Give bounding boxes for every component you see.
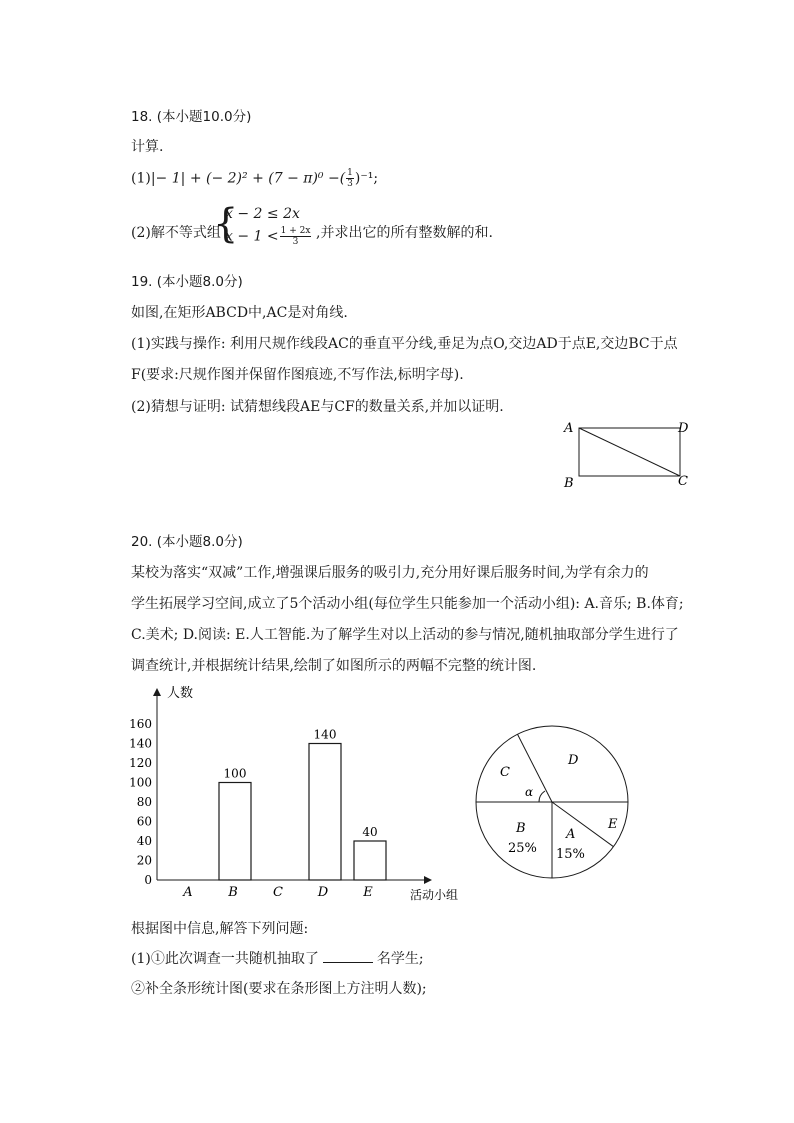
q18-system-row2-lhs: x − 1 < <box>225 228 279 245</box>
q19-part1-line2: F(要求:尺规作图并保留作图痕迹,不写作法,标明字母). <box>131 367 464 383</box>
label-c: C <box>678 474 688 489</box>
y-tick-label: 80 <box>136 795 152 809</box>
bar-data-label-b: 100 <box>223 766 247 781</box>
category-label-group <box>182 885 373 900</box>
q18-intro: 计算. <box>131 139 164 155</box>
q18-system-row2-fraction <box>280 226 312 247</box>
label-b: B <box>564 476 574 491</box>
bar-data-label-d: 140 <box>313 727 337 742</box>
angle-alpha-label: α <box>525 785 534 799</box>
pie-chart <box>470 720 640 890</box>
q18-part1-label: (1) <box>131 170 151 187</box>
q18-part1-fraction <box>346 168 354 189</box>
y-tick-group <box>129 717 152 887</box>
bar-group <box>219 728 386 881</box>
pie-slice-percent-b: 25% <box>508 841 537 856</box>
y-tick-label: 20 <box>136 853 152 868</box>
divider-a-e <box>552 802 613 847</box>
category-label-c: C <box>273 885 283 900</box>
pie-slice-label-d: D <box>568 753 579 768</box>
category-label-e: E <box>363 885 373 900</box>
pie-slice-label-a: A <box>566 827 576 842</box>
q18-part1-tail: )⁻¹; <box>354 170 379 187</box>
q18-system-row1: x − 2 ≤ 2x <box>225 206 300 222</box>
q18-part2-label: (2)解不等式组 <box>131 225 221 241</box>
bar-d <box>309 744 341 881</box>
q18-system-row2-den: 3 <box>292 237 299 247</box>
q20-sub1-prefix: (1)①此次调查一共随机抽取了 <box>131 951 319 967</box>
q20-heading: 20. (本小题8.0分) <box>131 534 243 550</box>
divider-c-d <box>517 734 552 802</box>
q18-system-row2-num: 1 + 2x <box>280 226 311 236</box>
q18-part1 <box>131 168 378 189</box>
q19-part1-line1: (1)实践与操作: 利用尺规作线段AC的垂直平分线,垂足为点O,交边AD于点E,交边BC于点 <box>131 336 678 352</box>
q20-para-line1: 某校为落实“双减”工作,增强课后服务的吸引力,充分用好课后服务时间,为学有余力的 <box>131 565 649 581</box>
y-tick-label: 120 <box>129 756 152 770</box>
q20-para-line3: C.美术; D.阅读: E.人工智能.为了解学生对以上活动的参与情况,随机抽取部分学生进行了 <box>131 627 679 643</box>
pie-slice-percent-a: 15% <box>556 847 585 862</box>
bar-b <box>219 783 251 881</box>
q19-heading: 19. (本小题8.0分) <box>131 274 243 290</box>
q18-system-row2 <box>225 226 312 247</box>
q20-sub2: ②补全条形统计图(要求在条形图上方注明人数); <box>131 981 427 997</box>
y-tick-label: 0 <box>144 873 152 887</box>
q18-part1-expr: |− 1| + (− 2)² + (7 − π)⁰ −( <box>150 170 346 187</box>
q18-heading: 18. (本小题10.0分) <box>131 109 252 125</box>
pie-slice-label-c: C <box>500 765 510 780</box>
q20-para-line2: 学生拓展学习空间,成立了5个活动小组(每位学生只能参加一个活动小组): A.音乐; B.体育; <box>131 596 684 612</box>
bar-chart <box>120 682 459 907</box>
bar-e <box>354 841 386 880</box>
category-label-d: D <box>317 885 329 900</box>
y-tick-label: 100 <box>129 775 152 790</box>
label-d: D <box>678 421 689 436</box>
q20-sub1-suffix: 名学生; <box>376 951 424 967</box>
q20-sub1 <box>131 948 424 968</box>
y-tick-label: 140 <box>129 736 152 751</box>
y-tick-label: 40 <box>136 834 152 848</box>
q18-part1-frac-num: 1 <box>347 168 353 178</box>
y-axis-label: 人数 <box>167 686 194 701</box>
q20-para-line4: 调查统计,并根据统计结果,绘制了如图所示的两幅不完整的统计图. <box>131 658 537 674</box>
rectangle-figure <box>555 415 705 495</box>
y-tick-label: 160 <box>129 717 152 731</box>
answer-blank[interactable] <box>323 950 373 963</box>
q19-part2: (2)猜想与证明: 试猜想线段AE与CF的数量关系,并加以证明. <box>131 399 504 415</box>
category-label-b: B <box>228 885 238 900</box>
pie-slice-label-b: B <box>516 821 526 836</box>
angle-arc <box>539 791 545 802</box>
q18-part1-frac-den: 3 <box>347 179 353 189</box>
label-a: A <box>564 421 574 436</box>
x-axis-label: 活动小组 <box>410 888 459 902</box>
pie-slice-label-e: E <box>608 817 618 832</box>
bar-data-label-e: 40 <box>362 825 378 839</box>
q19-intro: 如图,在矩形ABCD中,AC是对角线. <box>131 305 348 321</box>
system-brace: { <box>213 201 239 247</box>
y-tick-label: 60 <box>136 814 152 829</box>
q20-after-chart: 根据图中信息,解答下列问题: <box>131 921 309 937</box>
diagonal-ac <box>579 428 680 476</box>
q18-part2-tail: ,并求出它的所有整数解的和. <box>316 225 493 241</box>
category-label-a: A <box>183 885 193 900</box>
